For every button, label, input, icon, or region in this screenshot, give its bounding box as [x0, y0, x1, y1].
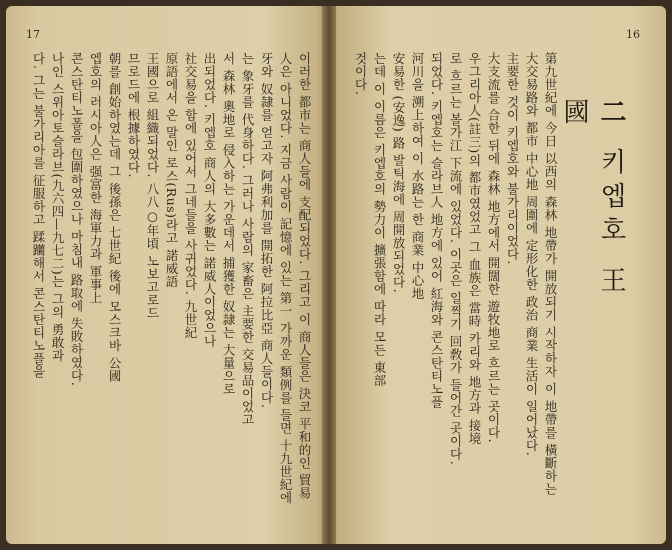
text-column: 河川을 溯上하여 이 水路는 한 商業 中心地	[410, 52, 425, 300]
left-page-number: 17	[26, 28, 40, 41]
text-column: 出되었다. 키엡호 商人의 大多數는 諾威人이었으나	[202, 52, 217, 348]
text-column: 콘스탄티노폴을 包圍하였으나 마침내 路取에 失敗하였다.	[69, 52, 84, 387]
chapter-title: 키엡호 王國	[559, 98, 626, 301]
text-column: 서 森林 奧地로 侵入하는 가운데서 捕獲한 奴隷는 大量으로	[221, 52, 236, 396]
text-column: 되었다. 키엡호는 슬라브人 地方에 있어 紅海와 콘스탄티노플	[429, 52, 444, 409]
text-column: 우그리아人(註三)의 都市였었고 그 血族은 當時 카리와 地方과 接境	[467, 52, 482, 446]
chapter-number: 二	[596, 98, 626, 132]
text-column: 로 흐르는 볼가江 下流에 있었다. 이곳은 일찍기 回敎가 들어간 곳이다.	[448, 52, 463, 466]
left-page-text	[18, 52, 314, 528]
text-column: 人은 아니었다. 지금 사람이 記憶에 있는 第一 가까운 類例를 들면 十九世紀에	[278, 52, 293, 505]
text-column: 이러한 都市는 商人들에 支配되었다. 그리고 이 商人들은 決코 平和的인 貿易	[297, 52, 312, 500]
book-gutter	[322, 6, 336, 544]
text-column: 第九世紀에 今日 以西의 森林 地帶가 開放되기 시작하자 이 地帶를 橫斷하는	[543, 52, 558, 496]
text-column: 牙와 奴隷를 얻고자 阿弗利加를 開拓한 阿拉比亞 商人들이다.	[259, 52, 274, 409]
right-page-text	[352, 52, 560, 528]
text-column: 大交易路와 都市 中心地 周圍에 定形化한 政治 商業 生活이 일어났다.	[524, 52, 539, 457]
text-column: 는 象牙를 代身하다. 그러나 사람의 家畜은 主要한 交易品이었고	[240, 52, 255, 426]
text-column: 것이다.	[353, 52, 368, 96]
text-column: 다. 그는 불가리아를 征服하고 蹂躪해서 콘스탄티노플을	[31, 52, 46, 378]
text-column: 나인 스위아토슬라브(九六四—九七二)는 그의 勇敢과	[50, 52, 65, 363]
text-column: 朝를 創始하였는데 그 後孫은 七世紀 後에 모스크바 公國	[107, 52, 122, 383]
text-column: 原語에서 온 말인 로스(Rus)라고 諾威語	[164, 52, 179, 289]
text-column: 安易한 (安逸) 路 발틱海에 周開放되었다.	[391, 52, 406, 294]
text-column: 엡호의 러시아人은 强富한 海軍力과 軍事上	[88, 52, 103, 304]
chapter-heading	[559, 98, 630, 318]
text-column: 大支流를 合한 뒤에 森林 地方에서 開闊한 遊牧地로 흐르는 곳이다.	[486, 52, 501, 444]
text-column: 므로드에 根據하였다.	[126, 52, 141, 178]
text-column: 主要한 것이 키엡호와 불가리이었다.	[505, 52, 520, 265]
right-page-number: 16	[626, 28, 640, 41]
text-column: 는데 이 이름은 키엡호의 勢力이 擴張함에 따라 모든 東部	[372, 52, 387, 387]
text-column: 王國으로 組織되었다. 八八○年頃 노보고로드	[145, 52, 160, 320]
text-column: 社交易을 함에 있어서 그네들을 사귀었다. 九世紀	[183, 52, 198, 339]
